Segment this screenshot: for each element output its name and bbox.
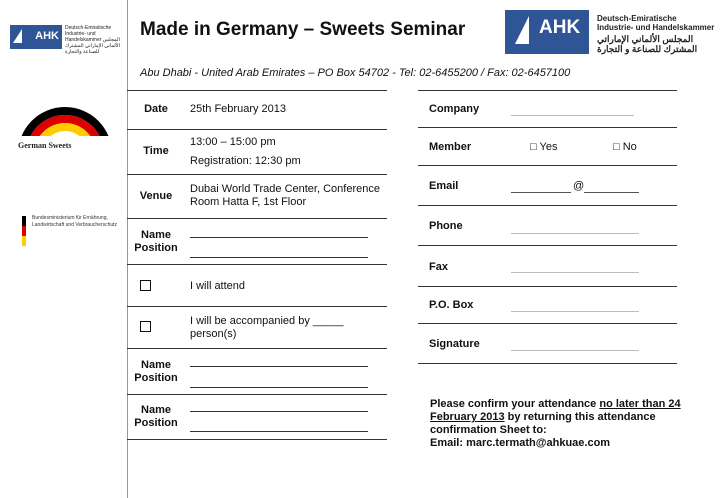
note-deadline: no later than 24 February 2013 (430, 398, 681, 423)
date-value: 25th February 2013 (190, 103, 287, 115)
form-divider (127, 439, 387, 440)
ahk-logo-large (505, 10, 715, 56)
note-instructions: by returning this attendance confirmation Sheet to: (430, 411, 656, 436)
position-input-line-2[interactable] (190, 387, 368, 388)
form-divider (418, 245, 677, 246)
form-divider (127, 129, 387, 130)
form-divider (127, 348, 387, 349)
form-divider (418, 286, 677, 287)
form-divider (127, 218, 387, 219)
venue-label: Venue (139, 190, 173, 202)
email-at-sign: @ (573, 180, 585, 192)
phone-label: Phone (429, 220, 463, 232)
form-divider (418, 90, 677, 91)
page-title: Made in Germany – Sweets Seminar (140, 19, 466, 40)
ahk-large-caption-de: Deutsch-Emiratische Industrie- und Handelskammer (597, 14, 715, 32)
note-email: Email: marc.termath@ahkuae.com (430, 437, 611, 449)
company-label: Company (429, 103, 480, 115)
fax-input-line[interactable] (511, 272, 639, 273)
email-domain-input-line[interactable] (584, 192, 639, 193)
sail-icon (13, 29, 22, 43)
email-user-input-line[interactable] (511, 192, 571, 193)
time-value: 13:00 – 15:00 pm (190, 136, 276, 148)
accompanied-checkbox[interactable] (140, 321, 151, 332)
member-yes-option[interactable]: □ Yes (530, 141, 558, 153)
name-input-line-3[interactable] (190, 411, 368, 412)
ahk-large-caption-ar: المجلس الألماني الإماراتي المشترك للصناعة و التجارة (597, 34, 698, 54)
german-sweets-label: German Sweets (18, 141, 72, 150)
ahk-text: AHK (35, 30, 59, 42)
form-divider (127, 90, 387, 91)
name-position-label: Name Position (134, 229, 178, 254)
member-label: Member (429, 141, 472, 153)
form-divider (418, 165, 677, 166)
form-divider (418, 205, 677, 206)
time-label: Time (143, 145, 169, 157)
position-input-line-3[interactable] (190, 431, 368, 432)
signature-input-line[interactable] (511, 350, 639, 351)
registration-time: Registration: 12:30 pm (190, 155, 301, 167)
attend-label: I will attend (190, 280, 246, 292)
phone-input-line[interactable] (511, 233, 639, 234)
attend-checkbox[interactable] (140, 280, 151, 291)
confirmation-note (430, 398, 695, 450)
form-divider (127, 306, 387, 307)
fax-label: Fax (429, 261, 448, 273)
accompanied-label: I will be accompanied by _____ person(s) (190, 315, 344, 340)
ahk-logo-small (10, 25, 120, 53)
form-divider (127, 264, 387, 265)
ahk-text-large: AHK (539, 17, 581, 38)
name-position-label-3: Name Position (134, 404, 178, 429)
ahk-badge-large (505, 10, 589, 54)
form-divider (418, 127, 677, 128)
date-label: Date (144, 103, 168, 115)
member-no-option[interactable]: □ No (613, 141, 637, 153)
pobox-label: P.O. Box (429, 299, 474, 311)
ahk-badge (10, 25, 62, 49)
name-input-line[interactable] (190, 237, 368, 238)
ministry-flag-icon (22, 216, 26, 246)
company-input-line[interactable] (511, 115, 634, 116)
email-label: Email (429, 180, 459, 192)
venue-value: Dubai World Trade Center, Conference Room Hatta F, 1st Floor (190, 183, 380, 208)
name-position-label-2: Name Position (134, 359, 178, 384)
signature-label: Signature (429, 338, 480, 350)
form-divider (418, 363, 677, 364)
name-input-line-2[interactable] (190, 366, 368, 367)
page-subtitle: Abu Dhabi - United Arab Emirates – PO Box 54702 - Tel: 02-6455200 / Fax: 02-6457100 (140, 67, 571, 79)
ministry-caption: Bundesministerium für Ernährung, Landwirtschaft und Verbraucherschutz (32, 215, 118, 228)
form-divider (418, 323, 677, 324)
form-divider (127, 394, 387, 395)
position-input-line[interactable] (190, 257, 368, 258)
sail-icon (515, 16, 529, 44)
pobox-input-line[interactable] (511, 311, 639, 312)
ahk-small-caption: Deutsch-Emiratische Industrie- und Handelskammer المجلس الألماني الإماراتي المشترك للصناعة والتجارة (65, 25, 120, 55)
note-intro: Please confirm your attendance (430, 398, 600, 410)
form-divider (127, 174, 387, 175)
